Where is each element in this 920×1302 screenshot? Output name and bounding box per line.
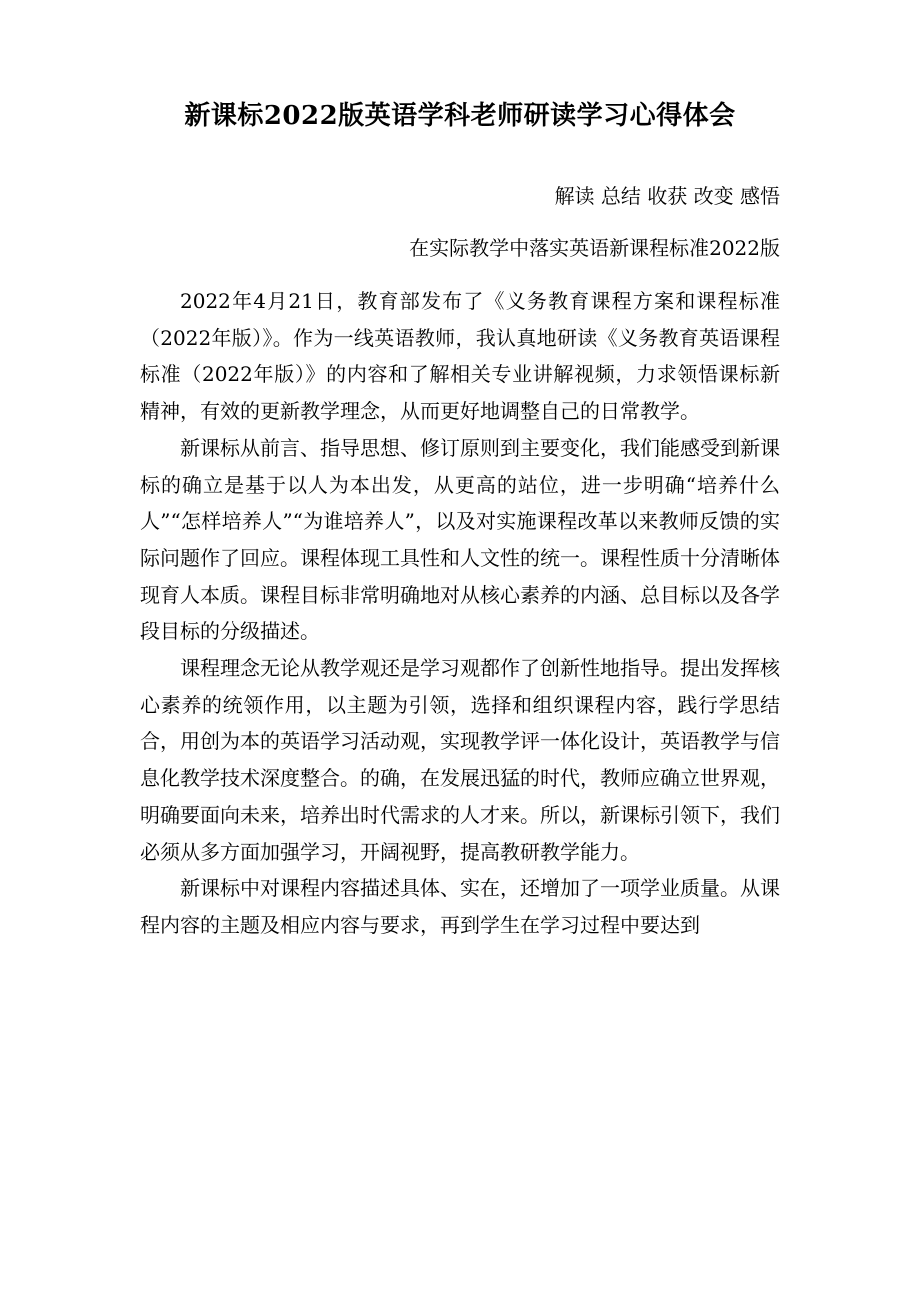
subtitle-theme: 在实际教学中落实英语新课程标准2022版 [409,236,780,260]
paragraph-2: 新课标从前言、指导思想、修订原则到主要变化，我们能感受到新课标的确立是基于以人为本出发，从更高的站位，进一步明确“培养什么人”“怎样培养人”“为谁培养人”，以及对实施课程改革以来教师反馈的实际问题作了回应。课程体现工具性和人文性的统一。课程性质十分清晰体现育人本质。课程目标非常明确地对从核心素养的内涵、总目标以及各学段目标的分级描述。 [140,435,780,644]
document-title: 新课标2022版英语学科老师研读学习心得体会 [184,101,736,131]
paragraph-3: 课程理念无论从教学观还是学习观都作了创新性地指导。提出发挥核心素养的统领作用，以主题为引领，选择和组织课程内容，践行学思结合，用创为本的英语学习活动观，实现教学评一体化设计，英语教学与信息化教学技术深度整合。的确，在发展迅猛的时代，教师应确立世界观，明确要面向未来，培养出时代需求的人才来。所以，新课标引领下，我们必须从多方面加强学习，开阔视野，提高教研教学能力。 [140,656,780,864]
paragraph-4: 新课标中对课程内容描述具体、实在，还增加了一项学业质量。从课程内容的主题及相应内容与要求，再到学生在学习过程中要达到 [140,876,780,937]
subtitle-keywords: 解读 总结 收获 改变 感悟 [554,184,780,208]
document-body [140,283,780,944]
paragraph-1: 2022年4月21日，教育部发布了《义务教育课程方案和课程标准（2022年版）》。作为一线英语教师，我认真地研读《义务教育英语课程标准（2022年版）》的内容和了解相关专业讲解视频，力求领悟课标新精神，有效的更新教学理念，从而更好地调整自己的日常教学。 [140,289,780,424]
